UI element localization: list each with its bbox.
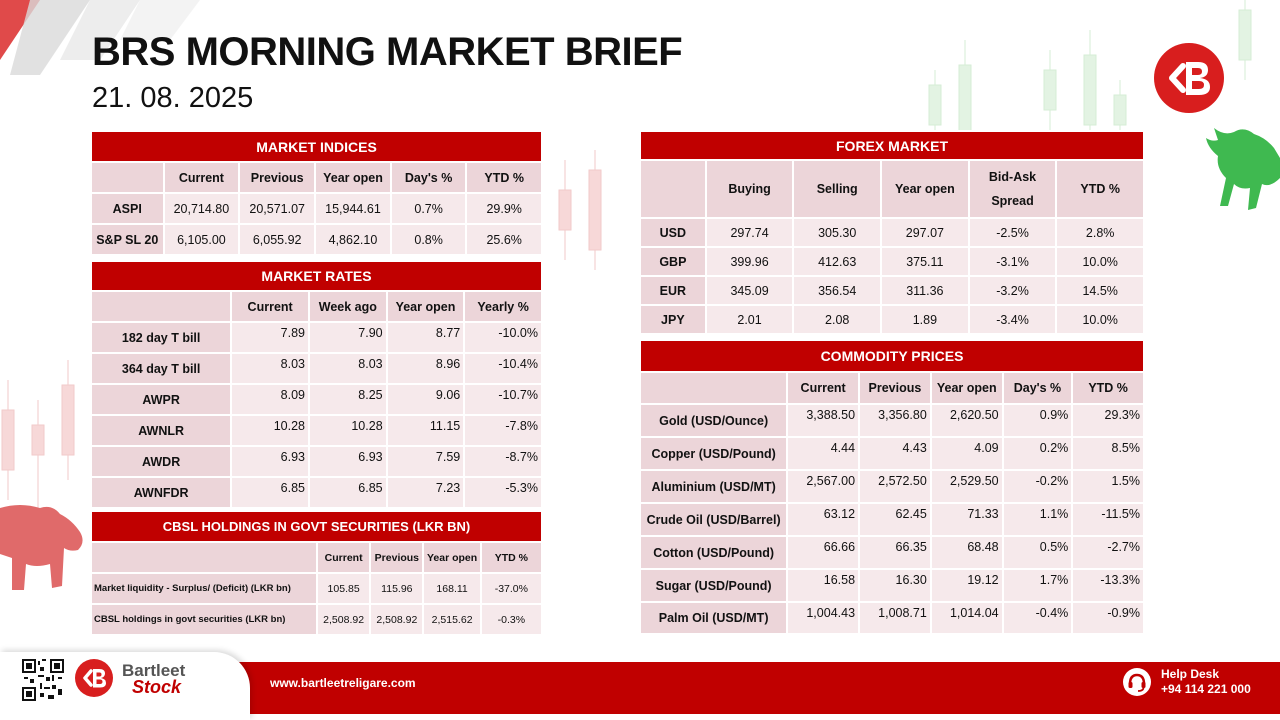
market-indices-table <box>90 130 543 256</box>
cell: 6.85 <box>231 477 309 508</box>
cell: 10.28 <box>231 415 309 446</box>
cell: 1.7% <box>1003 569 1073 602</box>
cell: 8.09 <box>231 384 309 415</box>
row-label: Aluminium (USD/MT) <box>640 470 787 503</box>
table-row <box>91 224 542 255</box>
column-header: Year open <box>881 160 969 218</box>
table-row <box>640 602 1144 634</box>
bear-icon <box>0 498 86 593</box>
table-row <box>640 437 1144 470</box>
cell: 4.09 <box>931 437 1003 470</box>
corner-cell <box>91 542 317 573</box>
cell: 11.15 <box>387 415 465 446</box>
column-header: Year open <box>931 372 1003 404</box>
market-rates-table <box>90 260 543 509</box>
cell: 6,055.92 <box>239 224 315 255</box>
cell: 20,571.07 <box>239 193 315 224</box>
row-label: Copper (USD/Pound) <box>640 437 787 470</box>
column-header: Yearly % <box>464 291 542 322</box>
headset-icon <box>1122 667 1152 697</box>
cell: 0.2% <box>1003 437 1073 470</box>
cell: 8.25 <box>309 384 387 415</box>
column-header: Previous <box>859 372 931 404</box>
row-label: Crude Oil (USD/Barrel) <box>640 503 787 536</box>
cell: 16.58 <box>787 569 859 602</box>
row-label: Sugar (USD/Pound) <box>640 569 787 602</box>
cell: -3.1% <box>969 247 1057 276</box>
cell: -2.7% <box>1072 536 1144 569</box>
cell: 6.93 <box>309 446 387 477</box>
column-header: Day's % <box>1003 372 1073 404</box>
column-header: Previous <box>239 162 315 193</box>
row-label: 182 day T bill <box>91 322 231 353</box>
cell: 10.0% <box>1056 247 1144 276</box>
column-header: Current <box>787 372 859 404</box>
column-header: Day's % <box>391 162 467 193</box>
row-label: 364 day T bill <box>91 353 231 384</box>
qr-code-icon[interactable] <box>22 659 64 701</box>
cell: 2.01 <box>706 305 794 334</box>
market-indices-title: MARKET INDICES <box>91 131 542 162</box>
cell: 7.89 <box>231 322 309 353</box>
cell: 8.03 <box>309 353 387 384</box>
row-label: AWDR <box>91 446 231 477</box>
cell: 1.5% <box>1072 470 1144 503</box>
cell: 8.5% <box>1072 437 1144 470</box>
cell: 10.28 <box>309 415 387 446</box>
cell: 7.90 <box>309 322 387 353</box>
help-desk-label: Help Desk <box>1161 667 1220 681</box>
column-header: YTD % <box>481 542 542 573</box>
table-row <box>91 573 542 604</box>
cbsl-holdings-table <box>90 510 543 636</box>
cell: -5.3% <box>464 477 542 508</box>
cell: 6,105.00 <box>164 224 240 255</box>
column-header: Week ago <box>309 291 387 322</box>
cell: 2,515.62 <box>423 604 480 635</box>
corner-cell <box>640 372 787 404</box>
cell: 16.30 <box>859 569 931 602</box>
cell: 15,944.61 <box>315 193 391 224</box>
cell: -10.4% <box>464 353 542 384</box>
cell: 105.85 <box>317 573 370 604</box>
cell: 6.93 <box>231 446 309 477</box>
brand-b-icon <box>74 658 114 698</box>
table-row <box>91 384 542 415</box>
row-label: CBSL holdings in govt securities (LKR bn) <box>91 604 317 635</box>
table-row <box>91 353 542 384</box>
row-label: S&P SL 20 <box>91 224 164 255</box>
cell: 0.5% <box>1003 536 1073 569</box>
brand-sub: Stock <box>132 677 182 697</box>
cell: 68.48 <box>931 536 1003 569</box>
row-label: AWNFDR <box>91 477 231 508</box>
cell: 3,356.80 <box>859 404 931 437</box>
cell: 4.43 <box>859 437 931 470</box>
table-row <box>91 193 542 224</box>
cell: 2.08 <box>793 305 881 334</box>
cell: -11.5% <box>1072 503 1144 536</box>
column-header: Bid-Ask Spread <box>969 160 1057 218</box>
cell: 7.23 <box>387 477 465 508</box>
cell: 305.30 <box>793 218 881 247</box>
row-label: ASPI <box>91 193 164 224</box>
row-label: USD <box>640 218 706 247</box>
table-row <box>640 218 1144 247</box>
cell: 25.6% <box>466 224 542 255</box>
cell: 412.63 <box>793 247 881 276</box>
table-row <box>640 503 1144 536</box>
column-header: Buying <box>706 160 794 218</box>
page-title: BRS MORNING MARKET BRIEF <box>92 30 683 74</box>
cbsl-holdings-title: CBSL HOLDINGS IN GOVT SECURITIES (LKR BN) <box>91 511 542 542</box>
column-header: Year open <box>315 162 391 193</box>
row-label: Gold (USD/Ounce) <box>640 404 787 437</box>
table-row <box>91 604 542 635</box>
column-header: Current <box>317 542 370 573</box>
cell: -2.5% <box>969 218 1057 247</box>
cell: 2,572.50 <box>859 470 931 503</box>
cell: 345.09 <box>706 276 794 305</box>
report-date: 21. 08. 2025 <box>92 82 254 114</box>
cell: 3,388.50 <box>787 404 859 437</box>
cell: 7.59 <box>387 446 465 477</box>
column-header: Current <box>164 162 240 193</box>
cell: 4.44 <box>787 437 859 470</box>
cell: 2,508.92 <box>317 604 370 635</box>
table-row <box>91 415 542 446</box>
column-header: Current <box>231 291 309 322</box>
row-label: EUR <box>640 276 706 305</box>
cell: 63.12 <box>787 503 859 536</box>
cell: 2,620.50 <box>931 404 1003 437</box>
cell: 6.85 <box>309 477 387 508</box>
table-row <box>91 446 542 477</box>
cell: 2,508.92 <box>370 604 423 635</box>
commodity-prices-title: COMMODITY PRICES <box>640 340 1144 372</box>
cell: 0.9% <box>1003 404 1073 437</box>
cell: 2.8% <box>1056 218 1144 247</box>
website-link[interactable]: www.bartleetreligare.com <box>270 676 416 690</box>
cell: 4,862.10 <box>315 224 391 255</box>
cell: 8.03 <box>231 353 309 384</box>
cell: 1,004.43 <box>787 602 859 634</box>
cell: 14.5% <box>1056 276 1144 305</box>
corner-cell <box>91 291 231 322</box>
table-row <box>640 404 1144 437</box>
cell: 29.9% <box>466 193 542 224</box>
brand-b-icon <box>1150 42 1228 114</box>
cell: 20,714.80 <box>164 193 240 224</box>
cell: 356.54 <box>793 276 881 305</box>
cell: 66.66 <box>787 536 859 569</box>
cell: 168.11 <box>423 573 480 604</box>
row-label: AWNLR <box>91 415 231 446</box>
column-header: YTD % <box>1072 372 1144 404</box>
cell: 115.96 <box>370 573 423 604</box>
table-row <box>640 305 1144 334</box>
corner-cell <box>91 162 164 193</box>
table-row <box>91 322 542 353</box>
cell: -13.3% <box>1072 569 1144 602</box>
cell: 19.12 <box>931 569 1003 602</box>
cell: -0.9% <box>1072 602 1144 634</box>
cell: 311.36 <box>881 276 969 305</box>
cell: -7.8% <box>464 415 542 446</box>
row-label: Market liquidity - Surplus/ (Deficit) (LKR bn) <box>91 573 317 604</box>
cell: 10.0% <box>1056 305 1144 334</box>
cell: 1.1% <box>1003 503 1073 536</box>
table-row <box>91 477 542 508</box>
help-desk-phone[interactable]: +94 114 221 000 <box>1161 682 1251 696</box>
cell: 1,014.04 <box>931 602 1003 634</box>
table-row <box>640 536 1144 569</box>
cell: 375.11 <box>881 247 969 276</box>
market-rates-title: MARKET RATES <box>91 261 542 291</box>
cell: 9.06 <box>387 384 465 415</box>
cell: 1,008.71 <box>859 602 931 634</box>
column-header: Previous <box>370 542 423 573</box>
forex-market-title: FOREX MARKET <box>640 131 1144 160</box>
cell: 297.07 <box>881 218 969 247</box>
row-label: AWPR <box>91 384 231 415</box>
column-header: Selling <box>793 160 881 218</box>
row-label: GBP <box>640 247 706 276</box>
table-row <box>640 276 1144 305</box>
cell: -8.7% <box>464 446 542 477</box>
cell: -3.2% <box>969 276 1057 305</box>
row-label: JPY <box>640 305 706 334</box>
cell: -3.4% <box>969 305 1057 334</box>
cell: 399.96 <box>706 247 794 276</box>
column-header: YTD % <box>1056 160 1144 218</box>
row-label: Palm Oil (USD/MT) <box>640 602 787 634</box>
column-header: Year open <box>423 542 480 573</box>
cell: 297.74 <box>706 218 794 247</box>
bull-icon <box>1204 118 1280 218</box>
row-label: Cotton (USD/Pound) <box>640 536 787 569</box>
cell: 71.33 <box>931 503 1003 536</box>
forex-market-table <box>639 130 1145 335</box>
commodity-prices-table <box>639 339 1145 635</box>
cell: 0.7% <box>391 193 467 224</box>
cell: -0.3% <box>481 604 542 635</box>
brand-name: Bartleet <box>122 661 186 680</box>
table-row <box>640 569 1144 602</box>
cell: 1.89 <box>881 305 969 334</box>
cell: 62.45 <box>859 503 931 536</box>
column-header: YTD % <box>466 162 542 193</box>
cell: 2,529.50 <box>931 470 1003 503</box>
corner-cell <box>640 160 706 218</box>
cell: -0.4% <box>1003 602 1073 634</box>
table-row <box>640 470 1144 503</box>
cell: 8.96 <box>387 353 465 384</box>
cell: 66.35 <box>859 536 931 569</box>
table-row <box>640 247 1144 276</box>
cell: -10.7% <box>464 384 542 415</box>
cell: 0.8% <box>391 224 467 255</box>
cell: -0.2% <box>1003 470 1073 503</box>
cell: 2,567.00 <box>787 470 859 503</box>
cell: 29.3% <box>1072 404 1144 437</box>
cell: -10.0% <box>464 322 542 353</box>
column-header: Year open <box>387 291 465 322</box>
cell: -37.0% <box>481 573 542 604</box>
cell: 8.77 <box>387 322 465 353</box>
